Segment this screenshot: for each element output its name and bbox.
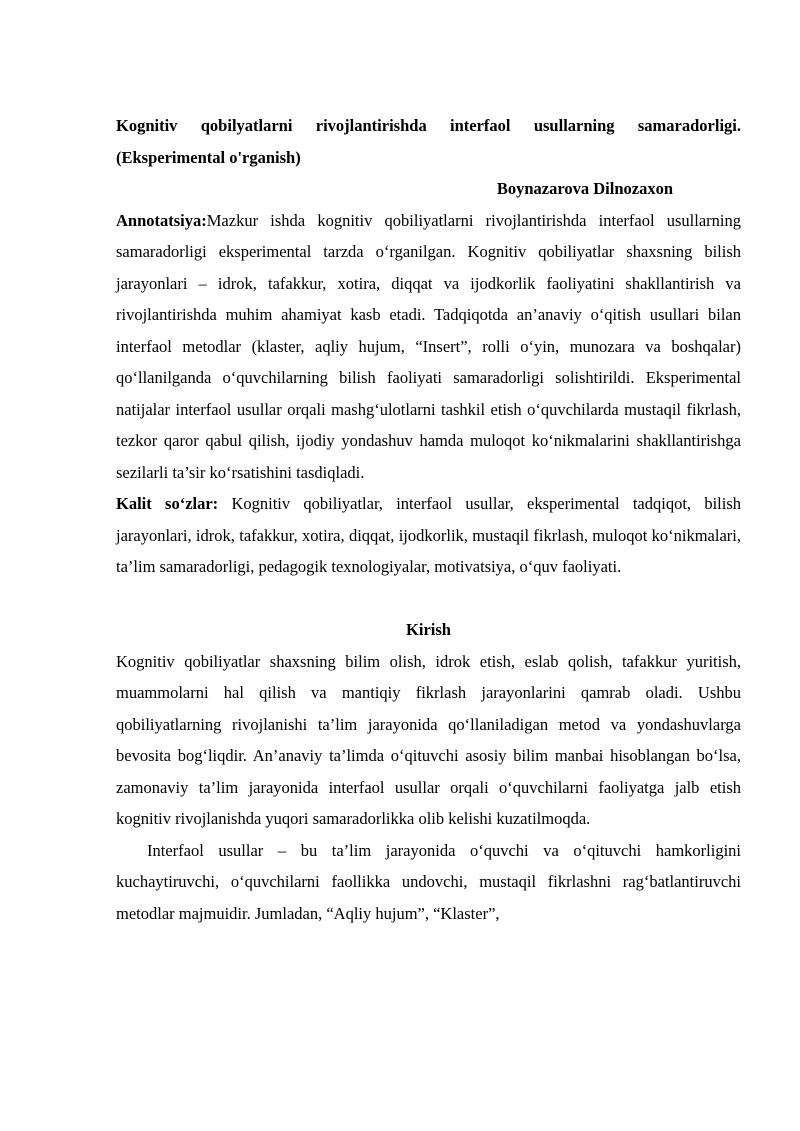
abstract-text: Mazkur ishda kognitiv qobiliyatlarni rivojlantirishda interfaol usullarning samaradorligi eksperimental tarzda oʻrganilgan. Kognitiv qobiliyatlar shaxsning bilish jarayonlari – idrok, tafakkur, xotira, diqqat va ijodkorlik faoliyatini shakllantirish va rivojlantirishda muhim ahamiyat kasb etadi. Tadqiqotda an’anaviy oʻqitish usullari bilan interfaol metodlar (klaster, aqliy hujum, “Insert”, rolli oʻyin, munozara va boshqalar) qoʻllanilganda oʻquvchilarning bilish faoliyati samaradorligi solishtirildi. Eksperimental natijalar interfaol usullar orqali mashgʻulotlarni tashkil etish oʻquvchilarda mustaqil fikrlash, tezkor qaror qabul qilish, ijodiy yondashuv hamda muloqot koʻnikmalarini shakllantirishga sezilarli ta’sir koʻrsatishini tasdiqladi. <box>116 210 741 482</box>
keywords-label: Kalit soʻzlar: <box>116 494 219 513</box>
document-page <box>116 110 741 929</box>
keywords-paragraph <box>116 488 741 583</box>
body-paragraph: Kognitiv qobiliyatlar shaxsning bilim olish, idrok etish, eslab qolish, tafakkur yuritish, muammolarni hal qilish va mantiqiy fikrlash jarayonlarini qamrab oladi. Ushbu qobiliyatlarning rivojlanishi ta’lim jarayonida qoʻllaniladigan metod va yondashuvlarga bevosita bogʻliqdir. An’anaviy ta’limda oʻqituvchi asosiy bilim manbai hisoblangan boʻlsa, zamonaviy ta’lim jarayonida interfaol usullar orqali oʻquvchilarni faoliyatga jalb etish kognitiv rivojlanishda yuqori samaradorlikka olib kelishi kuzatilmoqda. <box>116 651 741 828</box>
document-title: Kognitiv qobilyatlarni rivojlantirishda interfaol usullarning samaradorligi. (Eksperimental o'rganish) <box>116 116 741 167</box>
body-paragraph: Interfaol usullar – bu ta’lim jarayonida oʻquvchi va oʻqituvchi hamkorligini kuchaytiruvchi, oʻquvchilarni faollikka undovchi, mustaqil fikrlashni ragʻbatlantiruvchi metodlar majmuidir. Jumladan, “Aqliy hujum”, “Klaster”, <box>116 840 741 923</box>
section-heading: Kirish <box>406 620 451 639</box>
author-name: Boynazarova Dilnozaxon <box>496 179 673 198</box>
keywords-text: Kognitiv qobiliyatlar, interfaol usullar, eksperimental tadqiqot, bilish jarayonlari, idrok, tafakkur, xotira, diqqat, ijodkorlik, mustaqil fikrlash, muloqot koʻnikmalari, ta’lim samaradorligi, pedagogik texnologiyalar, motivatsiya, oʻquv faoliyati. <box>116 494 741 576</box>
abstract-label: Annotatsiya: <box>116 210 207 230</box>
section-spacer <box>116 583 741 615</box>
abstract-paragraph <box>116 205 741 489</box>
